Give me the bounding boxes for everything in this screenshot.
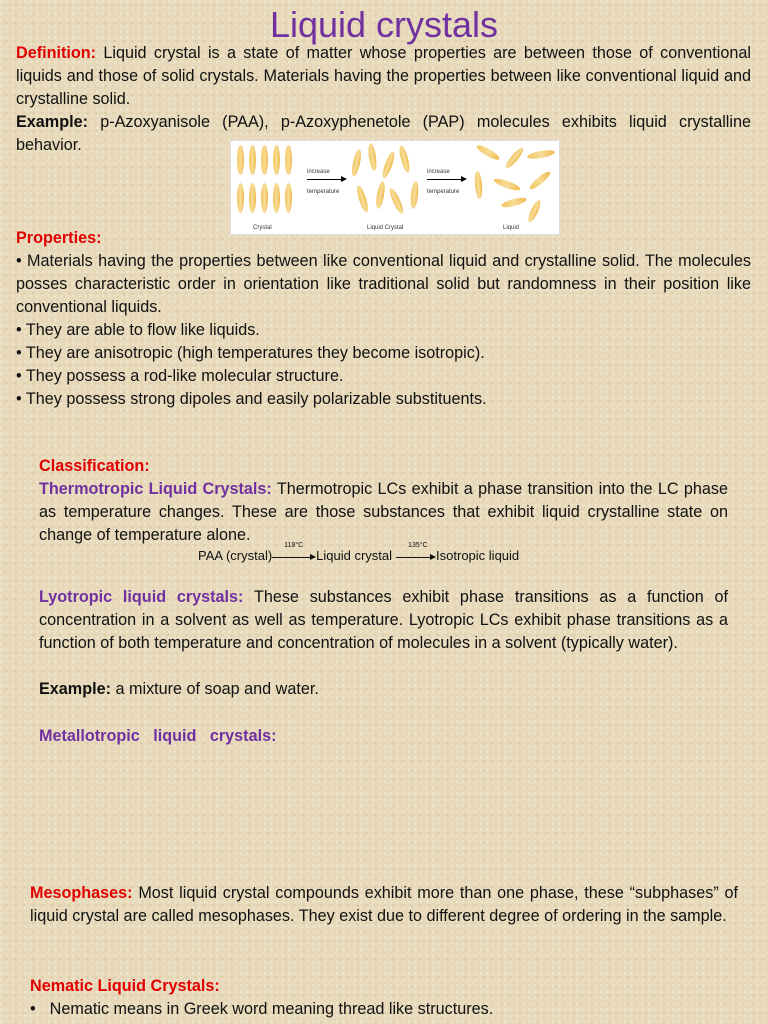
equation-crystal: PAA (crystal) [198, 548, 273, 563]
lyotropic-paragraph [39, 586, 728, 655]
thermotropic-paragraph [39, 478, 728, 547]
thermotropic-text: Thermotropic LCs exhibit a phase transition into the LC phase as temperature changes. These are those substances that exhibit liquid crystalline state on change of temperature alone. [39, 480, 728, 544]
nematic-item-text: Nematic means in Greek word meaning thread like structures. [49, 1000, 494, 1018]
properties-item: • They possess a rod-like molecular structure. [16, 367, 344, 385]
example-label: Example: [16, 113, 88, 131]
definition-label: Definition: [16, 44, 97, 62]
metallotropic-heading: Metallotropic liquid crystals: [39, 727, 277, 745]
properties-item: • Materials having the properties between like conventional liquid and crystalline solid. The molecules posses characteristic order in orientation like traditional solid but randomness in their position like conventional liquids. [16, 252, 751, 316]
equation-arrow-1 [272, 541, 316, 562]
figure-label-crystal: Crystal [253, 225, 272, 231]
phase-equation [198, 541, 520, 563]
lyotropic-text: These substances exhibit phase transitions as a function of concentration in a solvent as well as temperature. Lyotropic LCs exhibit phase transitions as a function of both temperature and concentration of molecules in a solvent (typically water). [39, 588, 728, 652]
lyotropic-example [39, 678, 319, 701]
definition-text: Liquid crystal is a state of matter whose properties are between those of conventional liquids and those of solid crystals. Materials having the properties between like conventional liquid and crystalline solid. [16, 44, 751, 108]
nematic-item [30, 998, 493, 1021]
lyotropic-label: Lyotropic liquid crystals: [39, 588, 244, 606]
figure-label-liquid-crystal: Liquid Crystal [367, 225, 404, 231]
arrow2-label-top: increase [427, 169, 450, 175]
page-title: Liquid crystals [269, 4, 499, 45]
mesophases-text: Most liquid crystal compounds exhibit more than one phase, these “subphases” of liquid crystal are called mesophases. They exist due to different degree of ordering in the sample. [30, 884, 738, 925]
equation-temp-1: 118°C [284, 541, 304, 549]
arrow1-label-bottom: temperature [307, 189, 340, 195]
properties-item: • They are anisotropic (high temperatures they become isotropic). [16, 344, 485, 362]
equation-isotropic-liquid: Isotropic liquid [436, 548, 520, 563]
classification-heading: Classification: [39, 457, 150, 475]
properties-item: • They possess strong dipoles and easily polarizable substituents. [16, 390, 487, 408]
mesophases-paragraph [30, 882, 738, 928]
arrow2-line [427, 179, 463, 180]
phase-diagram-figure [230, 140, 560, 235]
mesophases-label: Mesophases: [30, 884, 133, 902]
properties-heading: Properties: [16, 229, 102, 247]
arrow1-label-top: increase [307, 169, 330, 175]
properties-item: • They are able to flow like liquids. [16, 321, 260, 339]
arrow2-label-bottom: temperature [427, 189, 460, 195]
arrow2-head [461, 176, 467, 182]
example-text: p-Azoxyanisole (PAA), p-Azoxyphenetole (PAP) molecules exhibits liquid crystalline behavior. [16, 113, 751, 154]
arrow1-line [307, 179, 343, 180]
thermotropic-label: Thermotropic Liquid Crystals: [39, 480, 272, 498]
equation-temp-2: 135°C [408, 541, 428, 549]
figure-label-liquid: Liquid [503, 225, 520, 231]
equation-arrow-2 [396, 541, 436, 562]
lyotropic-example-text: a mixture of soap and water. [110, 680, 319, 698]
properties-list [16, 250, 751, 411]
nematic-bullet: • [30, 1000, 36, 1018]
nematic-heading: Nematic Liquid Crystals: [30, 977, 220, 995]
equation-liquid-crystal: Liquid crystal [316, 548, 393, 563]
arrow1-head [341, 176, 347, 182]
lyotropic-example-label: Example: [39, 680, 111, 698]
definition-paragraph [16, 42, 751, 111]
